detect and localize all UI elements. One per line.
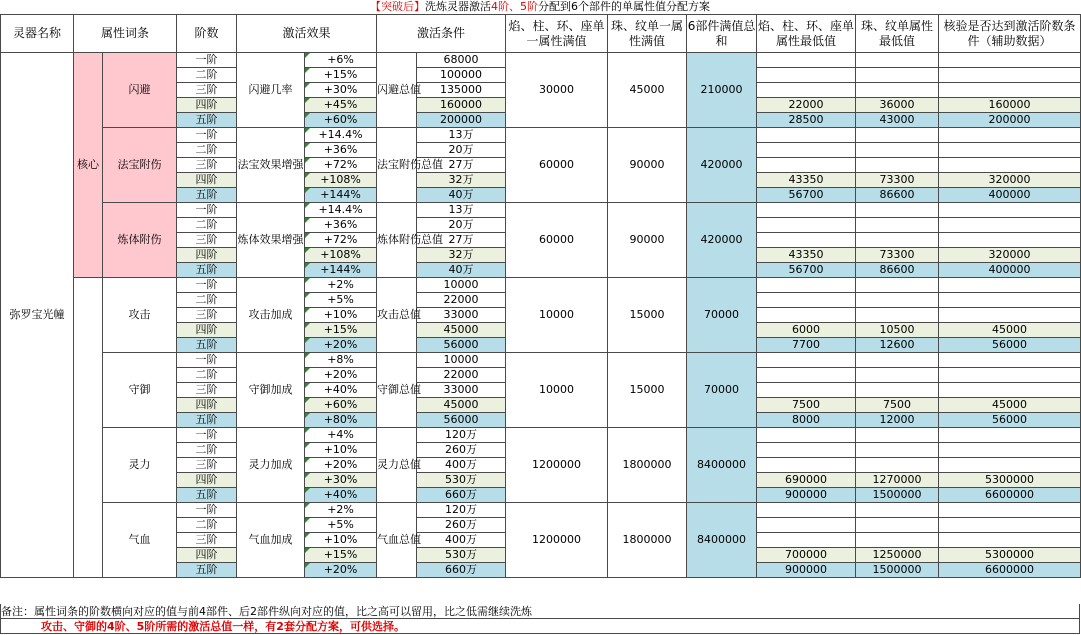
min2-cell (856, 518, 939, 533)
check-cell (939, 308, 1081, 323)
tier-cell: 二阶 (177, 143, 237, 158)
max1-cell: 1200000 (506, 428, 608, 503)
header-total: 6部件满值总和 (687, 15, 757, 53)
tier-cell: 二阶 (177, 218, 237, 233)
min1-cell (757, 68, 856, 83)
cond-value-cell: 45000 (417, 323, 506, 338)
min2-cell (856, 233, 939, 248)
min1-cell (757, 293, 856, 308)
effect-value-cell: +45% (305, 98, 377, 113)
header-min1: 焰、柱、环、座单属性最低值 (757, 15, 856, 53)
effect-value-cell: +8% (305, 353, 377, 368)
tier-cell: 二阶 (177, 518, 237, 533)
min2-cell: 73300 (856, 248, 939, 263)
attr-cell: 闪避 (103, 53, 177, 128)
check-cell (939, 203, 1081, 218)
table-row (1, 128, 1081, 143)
core-label-cell: 核心 (74, 53, 103, 278)
max2-cell: 1800000 (608, 503, 687, 578)
max2-cell: 90000 (608, 128, 687, 203)
tier-cell: 一阶 (177, 353, 237, 368)
min1-cell (757, 83, 856, 98)
header-min2: 珠、纹单属性最低值 (856, 15, 939, 53)
min1-cell (757, 533, 856, 548)
tier-cell: 五阶 (177, 338, 237, 353)
max2-cell: 45000 (608, 53, 687, 128)
max1-cell: 10000 (506, 353, 608, 428)
title-tier5: 5阶 (520, 0, 538, 13)
min1-cell: 690000 (757, 473, 856, 488)
check-cell: 56000 (939, 338, 1081, 353)
min1-cell (757, 233, 856, 248)
attr-cell: 守御 (103, 353, 177, 428)
min2-cell: 10500 (856, 323, 939, 338)
effect-value-cell: +80% (305, 413, 377, 428)
effect-value-cell: +20% (305, 338, 377, 353)
max1-cell: 30000 (506, 53, 608, 128)
tier-cell: 一阶 (177, 503, 237, 518)
cond-value-cell: 20万 (417, 218, 506, 233)
cond-value-cell: 27万 (417, 158, 506, 173)
title-tier4: 4阶 (491, 0, 509, 13)
min1-cell (757, 518, 856, 533)
min2-cell (856, 368, 939, 383)
tier-cell: 二阶 (177, 368, 237, 383)
max2-cell: 1800000 (608, 428, 687, 503)
allocation-table (0, 14, 1081, 578)
cond-value-cell: 260万 (417, 443, 506, 458)
cond-name-cell: 气血总值 (377, 503, 417, 578)
check-cell (939, 533, 1081, 548)
min2-cell (856, 83, 939, 98)
min1-cell (757, 353, 856, 368)
effect-value-cell: +15% (305, 548, 377, 563)
sheet-title (0, 0, 1080, 14)
max1-cell: 60000 (506, 203, 608, 278)
effect-value-cell: +14.4% (305, 203, 377, 218)
cond-value-cell: 160000 (417, 98, 506, 113)
min2-cell: 43000 (856, 113, 939, 128)
title-text-1: 洗炼灵器激活 (425, 0, 491, 13)
min2-cell: 12000 (856, 413, 939, 428)
check-cell (939, 353, 1081, 368)
min1-cell (757, 278, 856, 293)
min1-cell: 7500 (757, 398, 856, 413)
min2-cell (856, 218, 939, 233)
min1-cell (757, 53, 856, 68)
max1-cell: 1200000 (506, 503, 608, 578)
cond-value-cell: 32万 (417, 248, 506, 263)
check-cell: 56000 (939, 413, 1081, 428)
min1-cell: 7700 (757, 338, 856, 353)
min2-cell (856, 293, 939, 308)
min1-cell: 43350 (757, 173, 856, 188)
min2-cell (856, 443, 939, 458)
min2-cell: 86600 (856, 263, 939, 278)
cond-value-cell: 56000 (417, 338, 506, 353)
min1-cell (757, 308, 856, 323)
effect-value-cell: +14.4% (305, 128, 377, 143)
min2-cell (856, 203, 939, 218)
total-cell: 420000 (687, 128, 757, 203)
min1-cell (757, 203, 856, 218)
header-tier: 阶数 (177, 15, 237, 53)
min2-cell (856, 143, 939, 158)
max2-cell: 90000 (608, 203, 687, 278)
tier-cell: 五阶 (177, 488, 237, 503)
min1-cell (757, 128, 856, 143)
min2-cell (856, 278, 939, 293)
cond-value-cell: 40万 (417, 263, 506, 278)
cond-value-cell: 400万 (417, 458, 506, 473)
effect-name-cell: 气血加成 (237, 503, 305, 578)
total-cell: 210000 (687, 53, 757, 128)
tier-cell: 五阶 (177, 188, 237, 203)
min2-cell: 1500000 (856, 563, 939, 578)
cond-value-cell: 260万 (417, 518, 506, 533)
tier-cell: 一阶 (177, 428, 237, 443)
min2-cell (856, 383, 939, 398)
cond-value-cell: 27万 (417, 233, 506, 248)
tier-cell: 三阶 (177, 158, 237, 173)
check-cell: 200000 (939, 113, 1081, 128)
tier-cell: 三阶 (177, 233, 237, 248)
min2-cell (856, 308, 939, 323)
header-max1: 焰、柱、环、座单一属性满值 (506, 15, 608, 53)
cond-value-cell: 56000 (417, 413, 506, 428)
tier-cell: 一阶 (177, 203, 237, 218)
effect-value-cell: +60% (305, 113, 377, 128)
tier-cell: 二阶 (177, 293, 237, 308)
min1-cell: 22000 (757, 98, 856, 113)
check-cell (939, 128, 1081, 143)
table-row (1, 278, 1081, 293)
effect-value-cell: +40% (305, 383, 377, 398)
effect-value-cell: +72% (305, 233, 377, 248)
min1-cell (757, 428, 856, 443)
min2-cell: 7500 (856, 398, 939, 413)
cond-value-cell: 135000 (417, 83, 506, 98)
effect-value-cell: +144% (305, 188, 377, 203)
table-row (1, 203, 1081, 218)
check-cell: 6600000 (939, 488, 1081, 503)
check-cell: 320000 (939, 248, 1081, 263)
tier-cell: 四阶 (177, 398, 237, 413)
max1-cell: 10000 (506, 278, 608, 353)
table-body (1, 53, 1081, 578)
min2-cell (856, 533, 939, 548)
attr-cell: 法宝附伤 (103, 128, 177, 203)
cond-name-cell: 灵力总值 (377, 428, 417, 503)
effect-value-cell: +10% (305, 308, 377, 323)
title-text-2: 分配到6个部件的单属性值分配方案 (538, 0, 710, 13)
cond-value-cell: 10000 (417, 353, 506, 368)
max1-cell: 60000 (506, 128, 608, 203)
cond-value-cell: 200000 (417, 113, 506, 128)
check-cell: 45000 (939, 398, 1081, 413)
tier-cell: 一阶 (177, 278, 237, 293)
total-cell: 8400000 (687, 503, 757, 578)
attr-cell: 气血 (103, 503, 177, 578)
cond-value-cell: 32万 (417, 173, 506, 188)
effect-value-cell: +15% (305, 68, 377, 83)
tier-cell: 四阶 (177, 173, 237, 188)
header-name: 灵器名称 (1, 15, 74, 53)
min2-cell: 1250000 (856, 548, 939, 563)
min1-cell (757, 443, 856, 458)
cond-value-cell: 33000 (417, 383, 506, 398)
total-cell: 70000 (687, 278, 757, 353)
effect-value-cell: +4% (305, 428, 377, 443)
effect-value-cell: +72% (305, 158, 377, 173)
check-cell (939, 68, 1081, 83)
min1-cell (757, 368, 856, 383)
cond-value-cell: 45000 (417, 398, 506, 413)
tier-cell: 五阶 (177, 263, 237, 278)
tier-cell: 五阶 (177, 413, 237, 428)
effect-value-cell: +108% (305, 173, 377, 188)
tier-cell: 一阶 (177, 128, 237, 143)
min2-cell: 12600 (856, 338, 939, 353)
cond-value-cell: 22000 (417, 368, 506, 383)
check-cell (939, 443, 1081, 458)
cond-value-cell: 20万 (417, 143, 506, 158)
check-cell: 160000 (939, 98, 1081, 113)
check-cell: 5300000 (939, 473, 1081, 488)
min2-cell (856, 458, 939, 473)
effect-value-cell: +2% (305, 503, 377, 518)
effect-value-cell: +15% (305, 323, 377, 338)
effect-value-cell: +60% (305, 398, 377, 413)
cond-value-cell: 33000 (417, 308, 506, 323)
effect-value-cell: +20% (305, 563, 377, 578)
note-line: 备注：属性词条的阶数横向对应的值与前4部件、后2部件纵向对应的值，比之高可以留用，比之低需继续洗炼 (0, 604, 1080, 619)
min1-cell (757, 503, 856, 518)
min1-cell: 900000 (757, 563, 856, 578)
min2-cell: 86600 (856, 188, 939, 203)
min2-cell: 36000 (856, 98, 939, 113)
check-cell: 5300000 (939, 548, 1081, 563)
min1-cell (757, 158, 856, 173)
table-row (1, 503, 1081, 518)
cond-name-cell: 攻击总值 (377, 278, 417, 353)
effect-value-cell: +36% (305, 218, 377, 233)
cond-value-cell: 660万 (417, 488, 506, 503)
cond-name-cell: 法宝附伤总值 (377, 128, 417, 203)
min1-cell (757, 218, 856, 233)
min1-cell: 43350 (757, 248, 856, 263)
check-cell: 6600000 (939, 563, 1081, 578)
cond-value-cell: 13万 (417, 203, 506, 218)
effect-name-cell: 闪避几率 (237, 53, 305, 128)
effect-value-cell: +20% (305, 368, 377, 383)
tier-cell: 三阶 (177, 383, 237, 398)
cond-value-cell: 40万 (417, 188, 506, 203)
min2-cell (856, 53, 939, 68)
cond-name-cell: 炼体附伤总值 (377, 203, 417, 278)
min2-cell: 1270000 (856, 473, 939, 488)
tier-cell: 五阶 (177, 113, 237, 128)
check-cell (939, 503, 1081, 518)
check-cell (939, 278, 1081, 293)
attr-cell: 攻击 (103, 278, 177, 353)
tier-cell: 五阶 (177, 563, 237, 578)
cond-value-cell: 400万 (417, 533, 506, 548)
title-prefix: 【突破后】 (370, 0, 425, 13)
tier-cell: 四阶 (177, 98, 237, 113)
effect-value-cell: +10% (305, 533, 377, 548)
check-cell (939, 293, 1081, 308)
effect-value-cell: +144% (305, 263, 377, 278)
effect-value-cell: +2% (305, 278, 377, 293)
tier-cell: 三阶 (177, 533, 237, 548)
header-effect: 激活效果 (237, 15, 377, 53)
check-cell (939, 233, 1081, 248)
effect-value-cell: +5% (305, 518, 377, 533)
min2-cell (856, 158, 939, 173)
tier-cell: 四阶 (177, 248, 237, 263)
effect-value-cell: +30% (305, 83, 377, 98)
effect-value-cell: +40% (305, 488, 377, 503)
tier-cell: 三阶 (177, 83, 237, 98)
min1-cell: 900000 (757, 488, 856, 503)
effect-name-cell: 炼体效果增强 (237, 203, 305, 278)
check-cell (939, 518, 1081, 533)
cond-value-cell: 68000 (417, 53, 506, 68)
header-attr: 属性词条 (74, 15, 177, 53)
check-cell: 45000 (939, 323, 1081, 338)
table-row (1, 353, 1081, 368)
cond-value-cell: 100000 (417, 68, 506, 83)
total-cell: 420000 (687, 203, 757, 278)
item-name-cell: 弥罗宝光幢 (1, 53, 74, 578)
check-cell: 320000 (939, 173, 1081, 188)
check-cell (939, 428, 1081, 443)
min2-cell: 73300 (856, 173, 939, 188)
cond-name-cell: 闪避总值 (377, 53, 417, 128)
min2-cell (856, 68, 939, 83)
min1-cell: 28500 (757, 113, 856, 128)
effect-value-cell: +6% (305, 53, 377, 68)
header-check: 核验是否达到激活阶数条件（辅助数据） (939, 15, 1081, 53)
check-cell (939, 458, 1081, 473)
cond-value-cell: 120万 (417, 428, 506, 443)
min1-cell (757, 383, 856, 398)
tier-cell: 四阶 (177, 548, 237, 563)
attr-cell: 炼体附伤 (103, 203, 177, 278)
tier-cell: 二阶 (177, 443, 237, 458)
cond-value-cell: 530万 (417, 548, 506, 563)
min2-cell (856, 353, 939, 368)
min1-cell: 56700 (757, 263, 856, 278)
check-cell: 400000 (939, 263, 1081, 278)
cond-value-cell: 10000 (417, 278, 506, 293)
min1-cell (757, 458, 856, 473)
check-cell: 400000 (939, 188, 1081, 203)
min2-cell (856, 503, 939, 518)
cond-value-cell: 13万 (417, 128, 506, 143)
header-cond: 激活条件 (377, 15, 506, 53)
min2-cell (856, 128, 939, 143)
effect-value-cell: +30% (305, 473, 377, 488)
check-cell (939, 158, 1081, 173)
effect-name-cell: 攻击加成 (237, 278, 305, 353)
check-cell (939, 368, 1081, 383)
min1-cell: 8000 (757, 413, 856, 428)
cond-value-cell: 120万 (417, 503, 506, 518)
note-line-2: 攻击、守御的4阶、5阶所需的激活总值一样，有2套分配方案，可供选择。 (0, 619, 1080, 634)
tier-cell: 二阶 (177, 68, 237, 83)
effect-name-cell: 灵力加成 (237, 428, 305, 503)
check-cell (939, 83, 1081, 98)
min1-cell: 6000 (757, 323, 856, 338)
tier-cell: 一阶 (177, 53, 237, 68)
attr-cell: 灵力 (103, 428, 177, 503)
header-max2: 珠、纹单一属性满值 (608, 15, 687, 53)
total-cell: 70000 (687, 353, 757, 428)
tier-cell: 三阶 (177, 458, 237, 473)
min2-cell (856, 428, 939, 443)
check-cell (939, 383, 1081, 398)
effect-value-cell: +108% (305, 248, 377, 263)
min1-cell: 56700 (757, 188, 856, 203)
check-cell (939, 53, 1081, 68)
effect-value-cell: +10% (305, 443, 377, 458)
min1-cell: 700000 (757, 548, 856, 563)
check-cell (939, 143, 1081, 158)
cond-value-cell: 530万 (417, 473, 506, 488)
title-sep: 、 (509, 0, 520, 13)
table-row (1, 53, 1081, 68)
total-cell: 8400000 (687, 428, 757, 503)
effect-value-cell: +20% (305, 458, 377, 473)
check-cell (939, 218, 1081, 233)
max2-cell: 15000 (608, 353, 687, 428)
cond-name-cell: 守御总值 (377, 353, 417, 428)
effect-value-cell: +5% (305, 293, 377, 308)
table-row (1, 428, 1081, 443)
core-spacer-cell (74, 278, 103, 578)
tier-cell: 四阶 (177, 323, 237, 338)
min1-cell (757, 143, 856, 158)
effect-value-cell: +36% (305, 143, 377, 158)
tier-cell: 三阶 (177, 308, 237, 323)
effect-name-cell: 守御加成 (237, 353, 305, 428)
effect-name-cell: 法宝效果增强 (237, 128, 305, 203)
min2-cell: 1500000 (856, 488, 939, 503)
tier-cell: 四阶 (177, 473, 237, 488)
max2-cell: 15000 (608, 278, 687, 353)
cond-value-cell: 22000 (417, 293, 506, 308)
cond-value-cell: 660万 (417, 563, 506, 578)
